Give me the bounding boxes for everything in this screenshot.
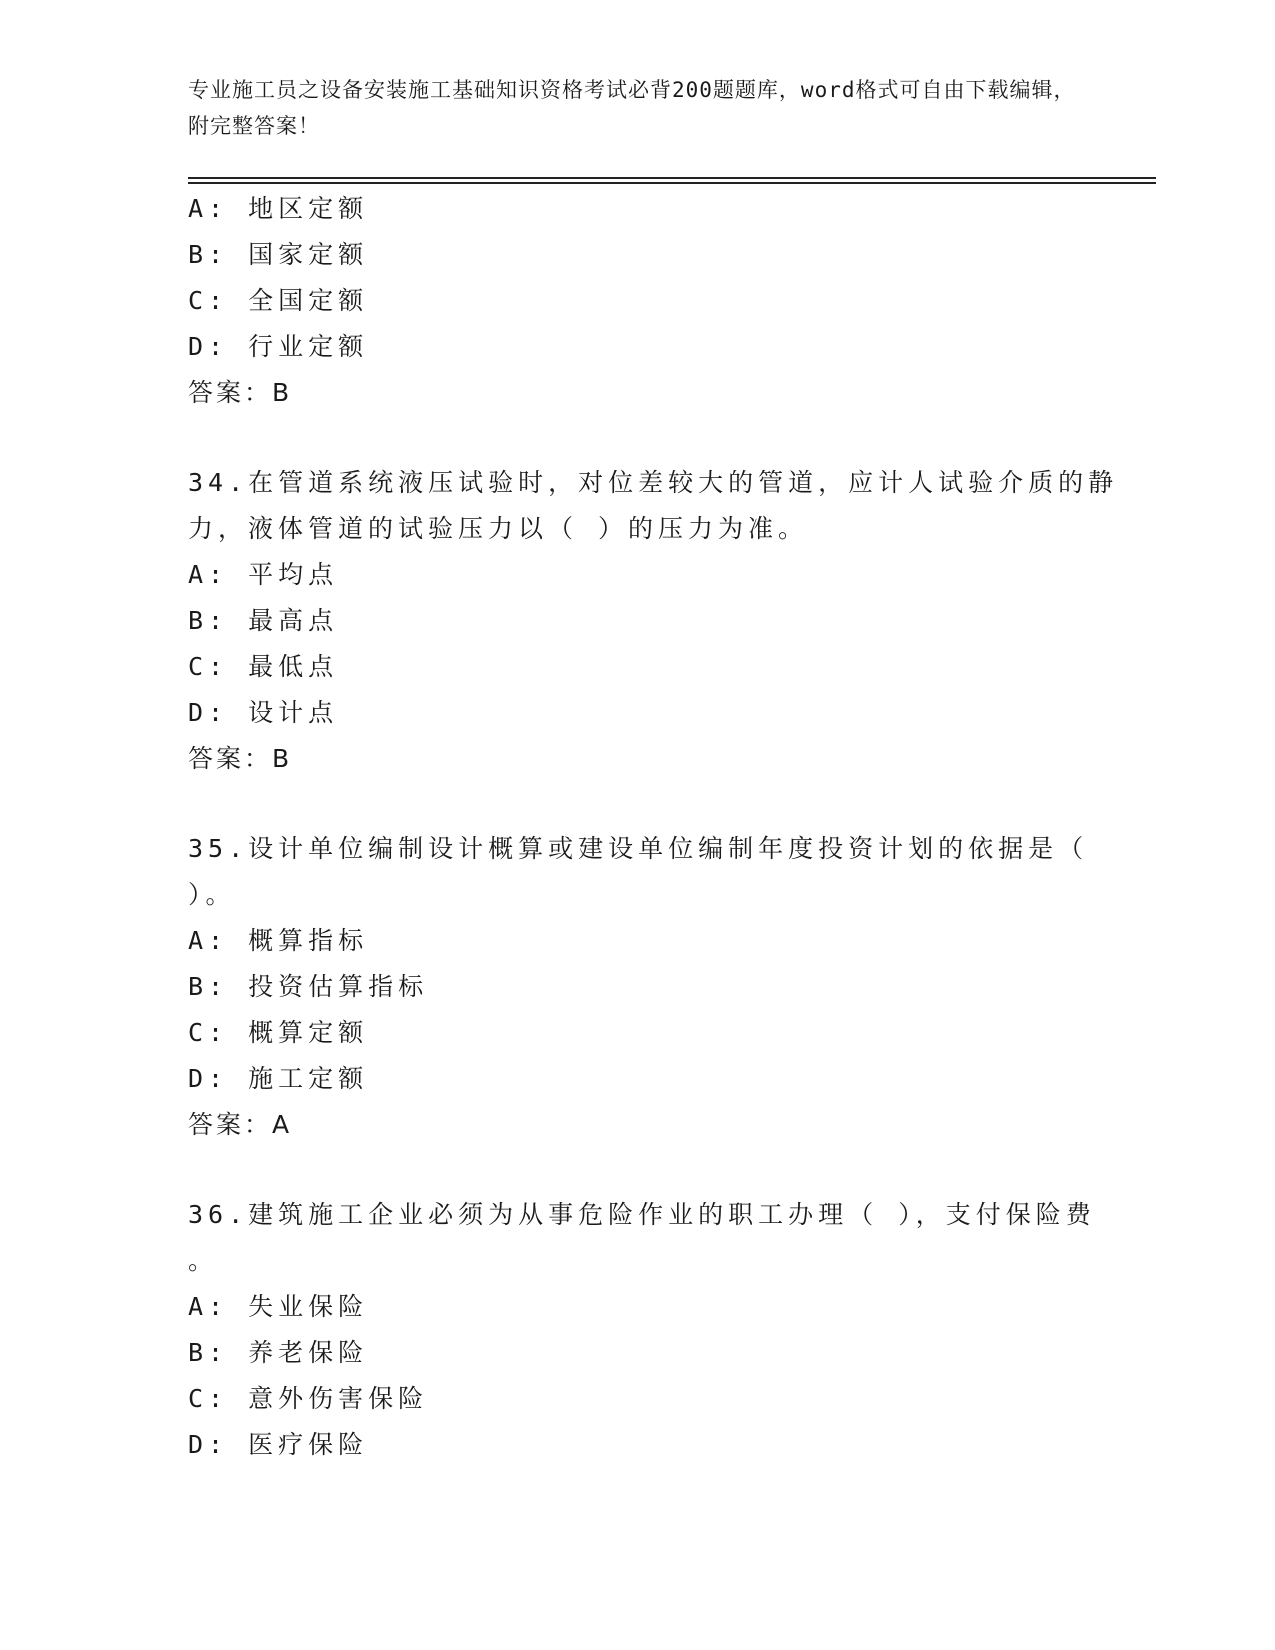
option-b: B: 投资估算指标 [188, 972, 429, 1001]
carryover-block [188, 186, 1088, 416]
option-a: A: 概算指标 [188, 926, 369, 955]
question-text: 36.建筑施工企业必须为从事危险作业的职工办理（ ），支付保险费 [188, 1200, 1096, 1229]
header-rule-bottom [188, 182, 1156, 184]
question-text-cont: 力，液体管道的试验压力以（ ）的压力为准。 [188, 514, 809, 543]
option-c: C: 意外伤害保险 [188, 1384, 429, 1413]
option-d: D: 行业定额 [188, 332, 369, 361]
option-d: D: 施工定额 [188, 1064, 369, 1093]
answer: 答案：B [188, 378, 293, 407]
question-text: 35.设计单位编制设计概算或建设单位编制年度投资计划的依据是（ [188, 834, 1089, 863]
option-d: D: 医疗保险 [188, 1430, 369, 1459]
option-b: B: 国家定额 [188, 240, 369, 269]
option-d: D: 设计点 [188, 698, 339, 727]
question-36 [188, 1192, 1096, 1468]
option-c: C: 全国定额 [188, 286, 369, 315]
answer: 答案：A [188, 1110, 293, 1139]
question-text-cont: ）。 [188, 880, 236, 909]
question-text: 34.在管道系统液压试验时，对位差较大的管道，应计人试验介质的静 [188, 468, 1119, 497]
option-a: A: 地区定额 [188, 194, 369, 223]
question-35 [188, 826, 1088, 1148]
question-list [188, 186, 1119, 1468]
question-34 [188, 460, 1119, 782]
answer: 答案：B [188, 744, 293, 773]
option-b: B: 最高点 [188, 606, 339, 635]
option-c: C: 最低点 [188, 652, 339, 681]
option-a: A: 平均点 [188, 560, 339, 589]
option-b: B: 养老保险 [188, 1338, 369, 1367]
option-c: C: 概算定额 [188, 1018, 369, 1047]
document-header: 专业施工员之设备安装施工基础知识资格考试必背200题题库，word格式可自由下载编辑，附完整答案！ [188, 78, 1076, 138]
question-text-cont: 。 [188, 1246, 219, 1275]
header-rule-top [188, 177, 1156, 179]
option-a: A: 失业保险 [188, 1292, 369, 1321]
